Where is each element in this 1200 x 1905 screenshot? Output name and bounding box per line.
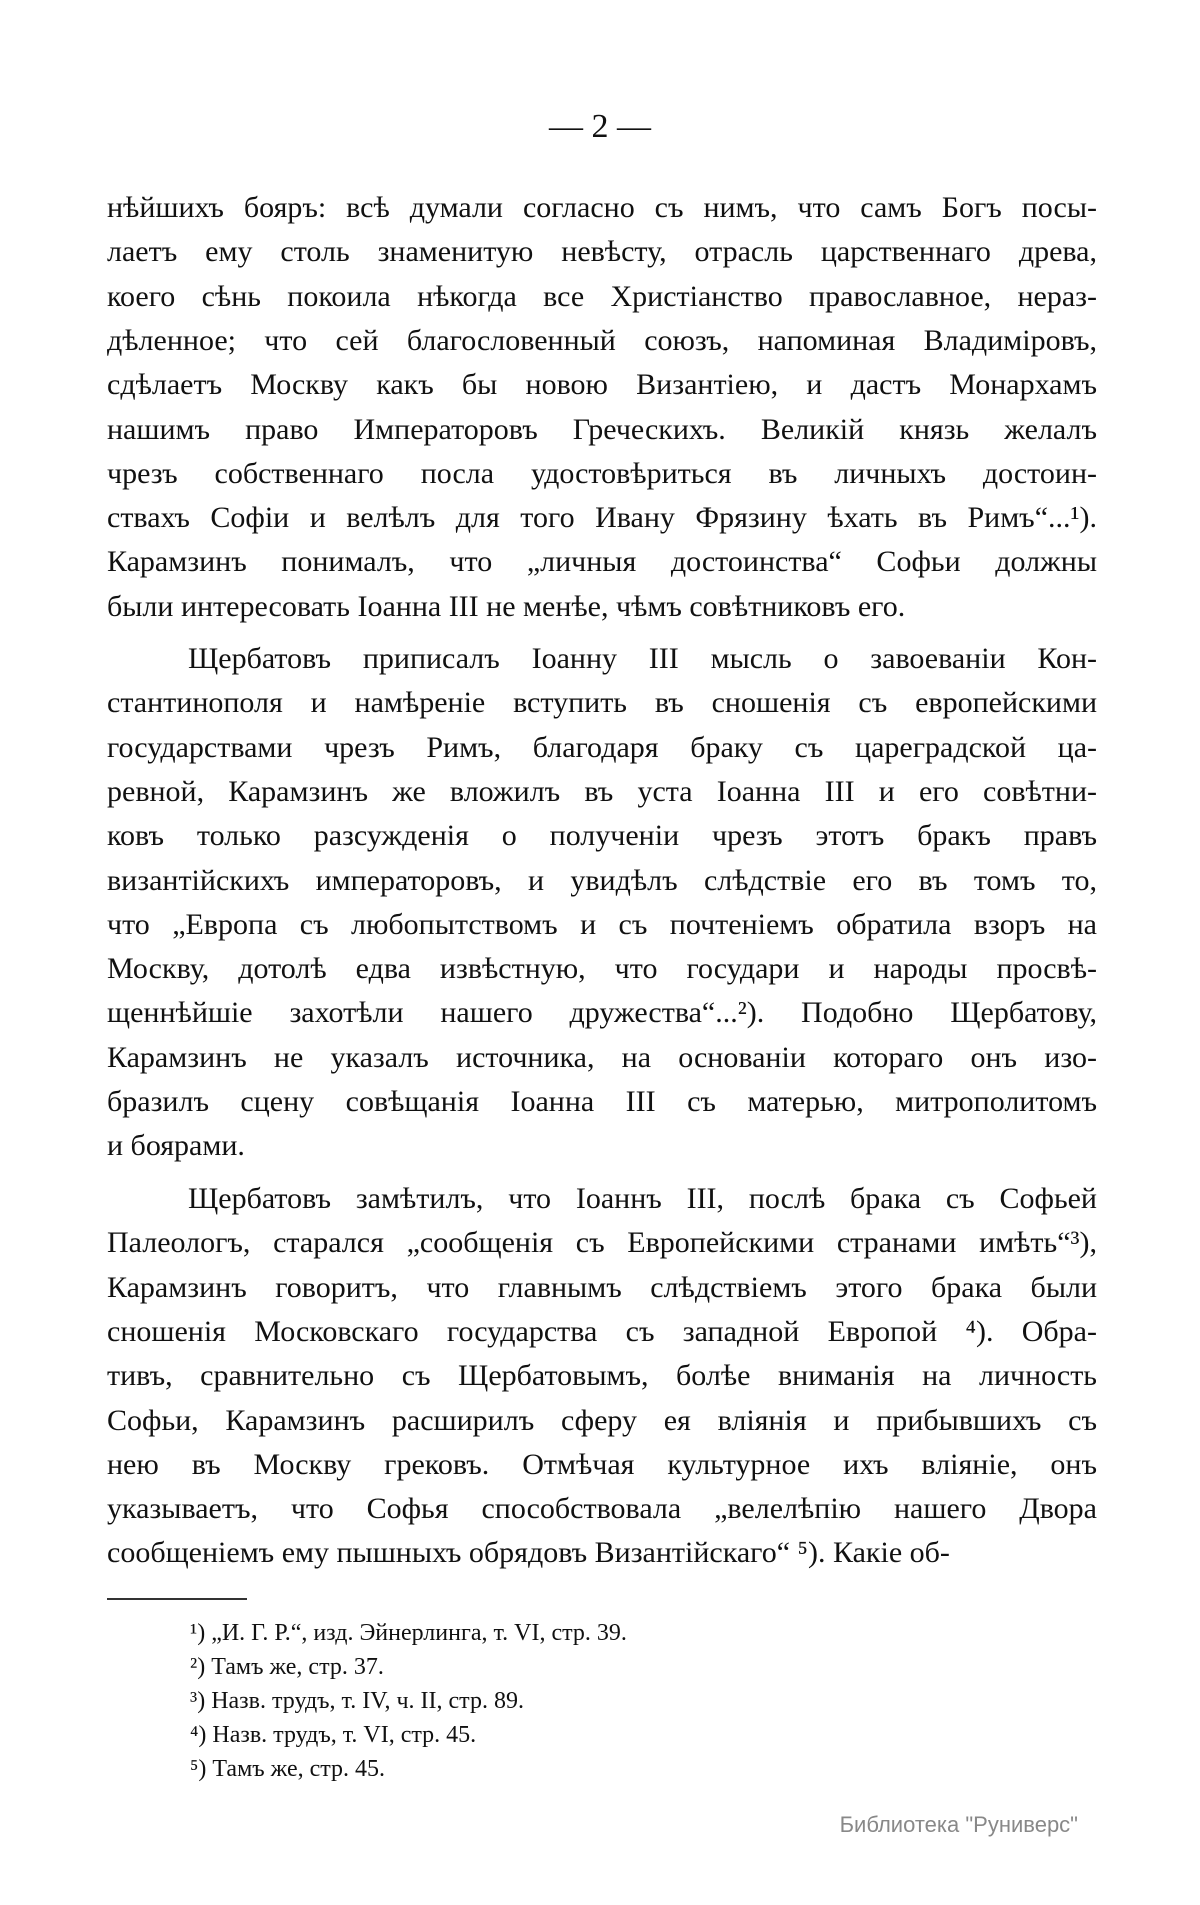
text-line: щеннѣйшіе захотѣли нашего дружества“...²). Подобно Щербатову, — [107, 996, 1097, 1030]
page-number: — 2 — — [549, 108, 651, 145]
text-line: Карамзинъ понималъ, что „личныя достоинства“ Софьи должны — [107, 545, 1097, 579]
text-line: что „Европа съ любопытствомъ и съ почтеніемъ обратила взоръ на — [107, 907, 1097, 941]
text-line: ревной, Карамзинъ же вложилъ въ уста Іоанна III и его совѣтни- — [107, 774, 1097, 808]
text-line: Щербатовъ замѣтилъ, что Іоаннъ III, послѣ брака съ Софьей — [188, 1182, 1097, 1215]
text-line: коего сѣнь покоила нѣкогда все Христіанство православное, нераз- — [107, 279, 1097, 313]
footnote: ⁴) Назв. трудъ, т. VI, стр. 45. — [190, 1722, 477, 1748]
text-line: Палеологъ, старался „сообщенія съ Европейскими странами имѣть“³), — [107, 1226, 1097, 1260]
text-line: дѣленное; что сей благословенный союзъ, напоминая Владиміровъ, — [107, 323, 1097, 357]
footnote: ²) Тамъ же, стр. 37. — [190, 1654, 384, 1680]
text-line: тивъ, сравнительно съ Щербатовымъ, болѣе вниманія на личность — [107, 1359, 1097, 1393]
text-line: Софьи, Карамзинъ расширилъ сферу ея вліянія и прибывшихъ съ — [107, 1403, 1097, 1437]
footnote-separator — [107, 1598, 247, 1600]
text-line: сдѣлаетъ Москву какъ бы новою Византіею, и дастъ Монархамъ — [107, 368, 1097, 402]
text-line: нашимъ право Императоровъ Греческихъ. Великій князь желалъ — [107, 412, 1097, 446]
text-line: указываетъ, что Софья способствовала „велелѣпію нашего Двора — [107, 1492, 1097, 1526]
text-line: Москву, дотолѣ едва извѣстную, что государи и народы просвѣ- — [107, 952, 1097, 986]
text-line: Карамзинъ не указалъ источника, на основаніи котораго онъ изо- — [107, 1040, 1097, 1074]
text-line: ствахъ Софіи и велѣлъ для того Ивану Фрязину ѣхать въ Римъ“...¹). — [107, 501, 1097, 535]
text-line: бразилъ сцену совѣщанія Іоанна III съ матерью, митрополитомъ — [107, 1085, 1097, 1118]
footnote: ⁵) Тамъ же, стр. 45. — [190, 1756, 386, 1782]
text-line: Карамзинъ говоритъ, что главнымъ слѣдствіемъ этого брака были — [107, 1270, 1097, 1304]
text-line: были интересовать Іоанна III не менѣе, чѣмъ совѣтниковъ его. — [107, 589, 906, 623]
footnote: ¹) „И. Г. Р.“, изд. Эйнерлинга, т. VI, стр. 39. — [190, 1620, 627, 1646]
text-line: стантинополя и намѣреніе вступить въ сношенія съ европейскими — [107, 686, 1097, 720]
footnote: ³) Назв. трудъ, т. IV, ч. II, стр. 89. — [190, 1688, 524, 1714]
text-line: нею въ Москву грековъ. Отмѣчая культурное ихъ вліяніе, онъ — [107, 1447, 1097, 1481]
text-line: нѣйшихъ бояръ: всѣ думали согласно съ нимъ, что самъ Богъ посы- — [107, 191, 1097, 224]
library-watermark: Библиотека "Руниверс" — [839, 1812, 1078, 1837]
text-line: лаетъ ему столь знаменитую невѣсту, отрасль царственнаго древа, — [107, 235, 1097, 269]
text-line: государствами чрезъ Римъ, благодаря браку съ цареградской ца- — [107, 730, 1097, 764]
text-line: ковъ только разсужденія о полученіи чрезъ этотъ бракъ правъ — [107, 819, 1097, 853]
text-line: и боярами. — [107, 1129, 245, 1163]
text-line: сношенія Московскаго государства съ западной Европой ⁴). Обра- — [107, 1314, 1097, 1348]
text-line: византійскихъ императоровъ, и увидѣлъ слѣдствіе его въ томъ то, — [107, 863, 1097, 897]
text-line: Щербатовъ приписалъ Іоанну III мысль о завоеваніи Кон- — [188, 642, 1097, 675]
text-line: чрезъ собственнаго посла удостовѣриться въ личныхъ достоин- — [107, 456, 1097, 490]
text-line: сообщеніемъ ему пышныхъ обрядовъ Византійскаго“ ⁵). Какіе об- — [107, 1536, 950, 1570]
